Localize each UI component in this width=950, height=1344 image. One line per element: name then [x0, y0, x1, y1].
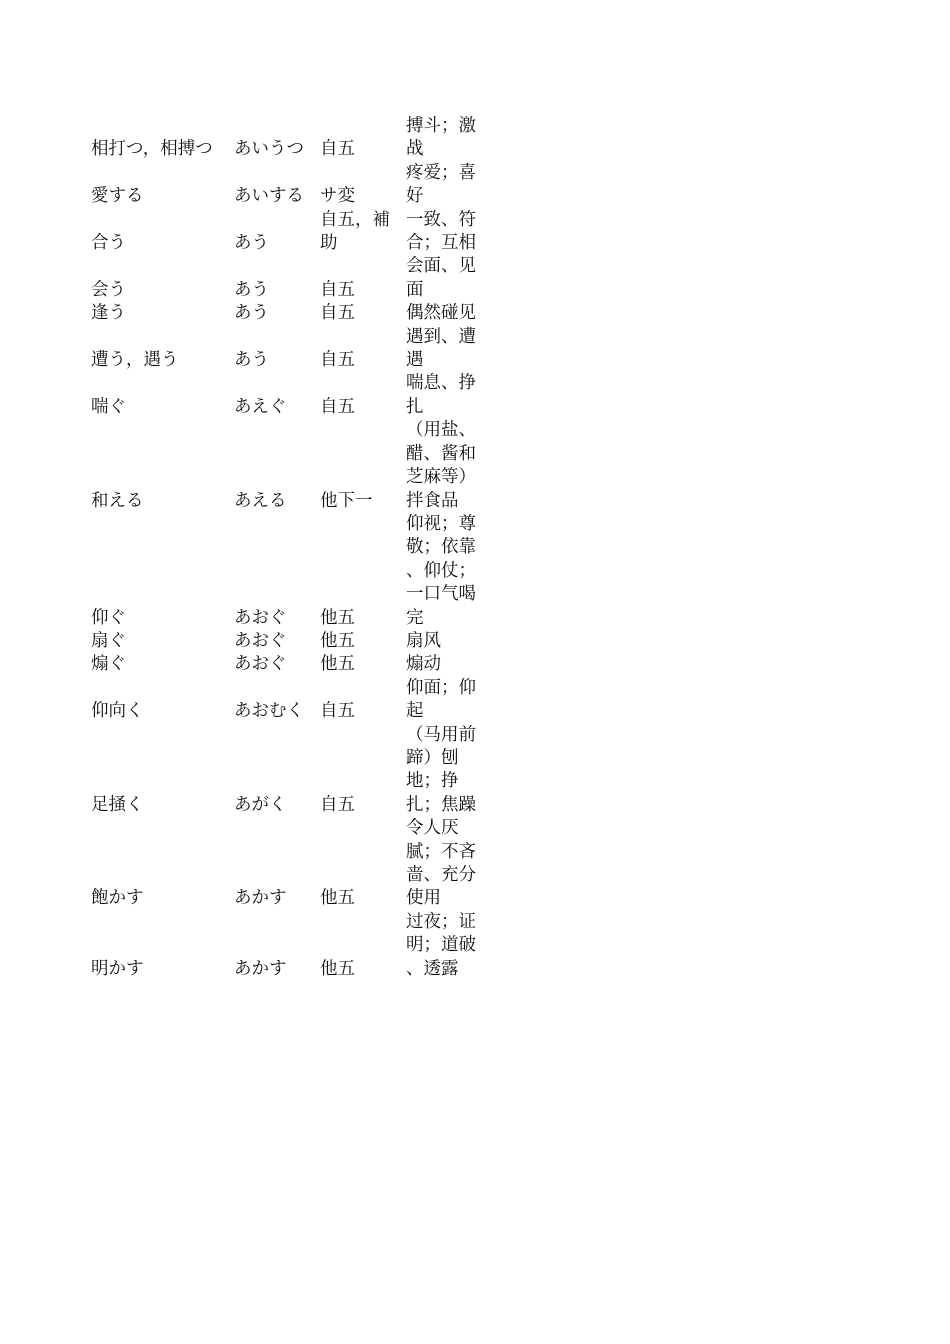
part-of-speech-line: 他五	[320, 607, 355, 628]
vocab-row	[91, 255, 486, 302]
meaning-line: 喘息、挣	[406, 373, 476, 394]
part-of-speech-cell	[320, 115, 406, 162]
part-of-speech-line: 他五	[320, 888, 355, 909]
meaning-line: 偶然碰见	[406, 303, 476, 324]
reading-cell: あう	[234, 279, 269, 300]
word-cell: 明かす	[91, 958, 144, 979]
part-of-speech-line: 自五	[320, 279, 355, 300]
meaning-line: 仰面；仰	[406, 677, 476, 698]
part-of-speech-cell	[320, 817, 406, 911]
word-cell: 会う	[91, 279, 126, 300]
meaning-cell	[406, 677, 486, 724]
part-of-speech-cell	[320, 911, 406, 981]
meaning-line: 完	[406, 607, 424, 628]
part-of-speech-cell	[320, 209, 406, 256]
meaning-line: 遇	[406, 350, 424, 371]
vocab-row	[91, 209, 486, 256]
meaning-line: （马用前	[406, 724, 476, 745]
part-of-speech-line: 自五，補	[320, 209, 390, 230]
word-cell: 合う	[91, 233, 126, 254]
part-of-speech-cell	[320, 724, 406, 818]
part-of-speech-line: 他下一	[320, 490, 373, 511]
meaning-line: 好	[406, 186, 424, 207]
meaning-cell	[406, 513, 486, 630]
meaning-line: 一致、符	[406, 209, 476, 230]
part-of-speech-cell	[320, 372, 406, 419]
reading-cell: あう	[234, 233, 269, 254]
part-of-speech-cell	[320, 653, 406, 676]
vocab-row	[91, 372, 486, 419]
vocab-row	[91, 724, 486, 818]
reading-cell: あう	[234, 303, 269, 324]
meaning-line: 、仰仗；	[406, 560, 476, 581]
vocabulary-table-body	[91, 115, 486, 981]
word-cell: 相打つ，相搏つ	[91, 139, 213, 160]
word-cell: 逢う	[91, 303, 126, 324]
vocab-row	[91, 326, 486, 373]
part-of-speech-line: 助	[320, 233, 338, 254]
vocab-row	[91, 653, 486, 676]
part-of-speech-cell	[320, 630, 406, 653]
vocab-row	[91, 162, 486, 209]
reading-cell: あおぐ	[234, 607, 287, 628]
meaning-line: 、透露	[406, 958, 459, 979]
part-of-speech-cell	[320, 419, 406, 513]
meaning-line: 令人厌	[406, 818, 459, 839]
meaning-line: 一口气喝	[406, 584, 476, 605]
meaning-line: 合；互相	[406, 233, 476, 254]
word-cell: 足掻く	[91, 794, 144, 815]
vocab-row	[91, 419, 486, 513]
word-cell: 飽かす	[91, 888, 144, 909]
word-cell: 煽ぐ	[91, 654, 126, 675]
part-of-speech-line: 自五	[320, 139, 355, 160]
reading-cell: あかす	[234, 958, 287, 979]
meaning-cell	[406, 326, 486, 373]
meaning-line: 醋、酱和	[406, 443, 476, 464]
meaning-line: 敬；依靠	[406, 537, 476, 558]
part-of-speech-line: サ変	[320, 186, 355, 207]
part-of-speech-cell	[320, 162, 406, 209]
meaning-line: 地；挣	[406, 771, 459, 792]
meaning-line: （用盐、	[406, 420, 476, 441]
meaning-cell	[406, 630, 486, 653]
meaning-line: 蹄）刨	[406, 747, 459, 768]
part-of-speech-line: 自五	[320, 303, 355, 324]
meaning-line: 会面、见	[406, 256, 476, 277]
reading-cell: あいうつ	[234, 139, 304, 160]
vocab-row	[91, 911, 486, 981]
part-of-speech-line: 自五	[320, 396, 355, 417]
reading-cell: あいする	[234, 186, 304, 207]
meaning-line: 扎	[406, 396, 424, 417]
vocab-row	[91, 115, 486, 162]
meaning-cell	[406, 817, 486, 911]
meaning-line: 芝麻等）	[406, 467, 476, 488]
meaning-cell	[406, 255, 486, 302]
part-of-speech-cell	[320, 677, 406, 724]
word-cell: 喘ぐ	[91, 396, 126, 417]
meaning-line: 过夜；证	[406, 911, 476, 932]
meaning-cell	[406, 162, 486, 209]
meaning-line: 扎；焦躁	[406, 794, 476, 815]
reading-cell: あう	[234, 350, 269, 371]
vocab-row	[91, 630, 486, 653]
part-of-speech-line: 他五	[320, 654, 355, 675]
meaning-cell	[406, 115, 486, 162]
part-of-speech-cell	[320, 513, 406, 630]
meaning-line: 腻；不吝	[406, 841, 476, 862]
meaning-cell	[406, 302, 486, 325]
part-of-speech-line: 自五	[320, 701, 355, 722]
part-of-speech-line: 自五	[320, 350, 355, 371]
meaning-line: 煽动	[406, 654, 441, 675]
meaning-line: 啬、充分	[406, 865, 476, 885]
meaning-cell	[406, 653, 486, 676]
meaning-cell	[406, 419, 486, 513]
word-cell: 扇ぐ	[91, 630, 126, 651]
meaning-line: 仰视；尊	[406, 513, 476, 534]
vocab-row	[91, 513, 486, 630]
reading-cell: あえぐ	[234, 396, 287, 417]
part-of-speech-line: 他五	[320, 630, 355, 651]
meaning-line: 疼爱；喜	[406, 162, 476, 183]
vocab-row	[91, 302, 486, 325]
word-cell: 仰ぐ	[91, 607, 126, 628]
meaning-line: 起	[406, 701, 424, 722]
meaning-line: 拌食品	[406, 490, 459, 511]
reading-cell: あがく	[234, 794, 287, 815]
meaning-line: 搏斗；激	[406, 116, 476, 136]
meaning-cell	[406, 209, 486, 256]
part-of-speech-cell	[320, 255, 406, 302]
word-cell: 和える	[91, 490, 144, 511]
meaning-line: 明；道破	[406, 935, 476, 956]
vocab-row	[91, 677, 486, 724]
meaning-cell	[406, 724, 486, 818]
meaning-cell	[406, 911, 486, 981]
meaning-line: 遇到、遭	[406, 326, 476, 347]
reading-cell: あおむく	[234, 701, 304, 722]
meaning-line: 使用	[406, 888, 441, 909]
meaning-cell	[406, 372, 486, 419]
vocabulary-sheet	[91, 115, 486, 981]
meaning-line: 面	[406, 279, 424, 300]
word-cell: 愛する	[91, 186, 144, 207]
part-of-speech-cell	[320, 302, 406, 325]
meaning-line: 扇风	[406, 630, 441, 651]
part-of-speech-cell	[320, 326, 406, 373]
reading-cell: あえる	[234, 490, 287, 511]
vocab-row	[91, 817, 486, 911]
word-cell: 遭う，遇う	[91, 350, 179, 371]
reading-cell: あかす	[234, 888, 287, 909]
meaning-line: 战	[406, 139, 424, 160]
part-of-speech-line: 他五	[320, 958, 355, 979]
reading-cell: あおぐ	[234, 654, 287, 675]
vocabulary-table	[91, 115, 486, 981]
word-cell: 仰向く	[91, 701, 144, 722]
reading-cell: あおぐ	[234, 630, 287, 651]
part-of-speech-line: 自五	[320, 794, 355, 815]
